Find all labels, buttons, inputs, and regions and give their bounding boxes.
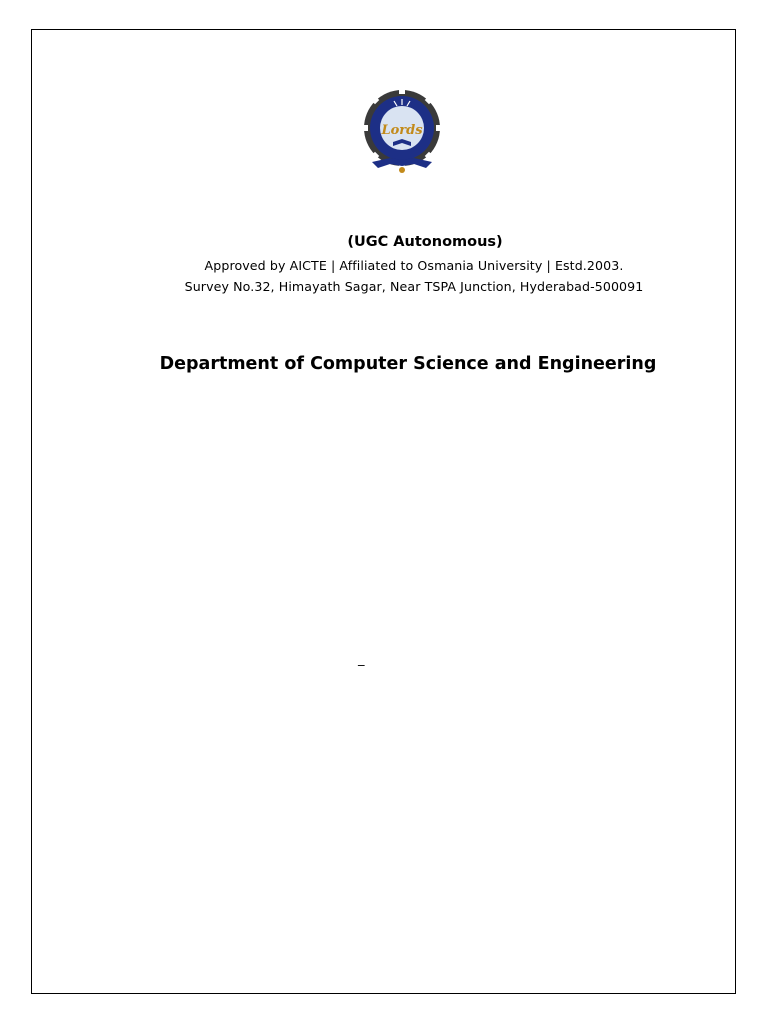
approval-line: Approved by AICTE | Affiliated to Osmania University | Estd.2003. xyxy=(204,258,624,273)
department-title: Department of Computer Science and Engineering xyxy=(159,354,657,374)
underscore-mark: _ xyxy=(358,652,365,667)
college-logo xyxy=(360,86,444,176)
address-line: Survey No.32, Himayath Sagar, Near TSPA Junction, Hyderabad-500091 xyxy=(184,279,644,294)
institution-status: (UGC Autonomous) xyxy=(347,234,503,250)
logo-script-text: Lords xyxy=(381,123,423,138)
college-emblem-icon xyxy=(360,86,444,176)
